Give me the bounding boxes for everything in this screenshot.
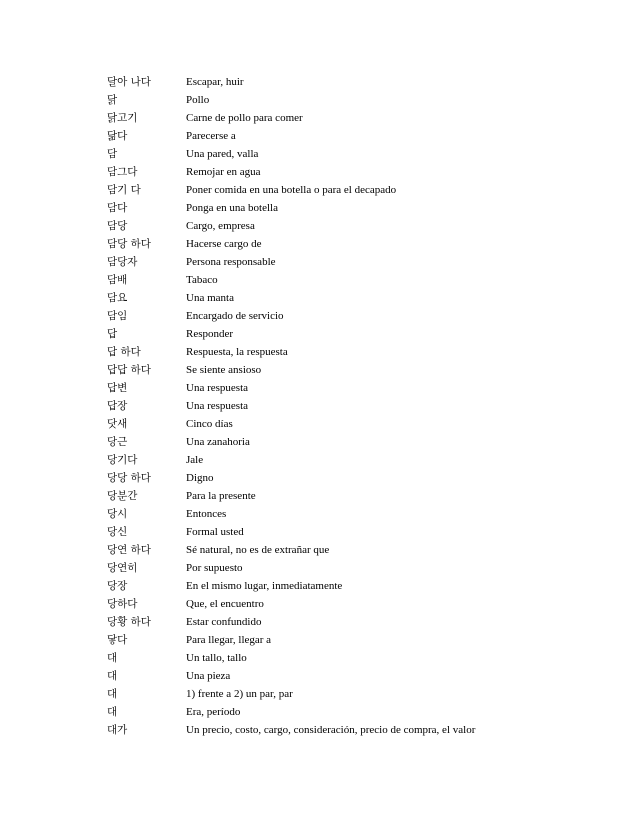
spanish-meaning: Sé natural, no es de extrañar que [186,544,330,556]
spanish-meaning: Encargado de servicio [186,310,284,322]
korean-term: 당기다 [107,454,138,466]
spanish-meaning: Una respuesta [186,400,249,412]
korean-term: 닷새 [107,418,128,430]
glossary-row [107,703,527,721]
spanish-meaning: Hacerse cargo de [186,238,262,250]
korean-term: 답 하다 [107,346,141,358]
glossary-row [107,433,527,451]
spanish-meaning: 1) frente a 2) un par, par [186,688,293,700]
glossary-row [107,199,527,217]
spanish-meaning: En el mismo lugar, inmediatamente [186,580,343,592]
korean-term: 당분간 [107,490,138,502]
spanish-meaning: Escapar, huir [186,76,244,88]
korean-term: 당당 하다 [107,472,151,484]
korean-term: 답 [107,328,118,340]
spanish-meaning: Que, el encuentro [186,598,264,610]
spanish-meaning: Respuesta, la respuesta [186,346,288,358]
glossary-row [107,577,527,595]
korean-term: 당연히 [107,562,138,574]
spanish-meaning: Cinco días [186,418,233,430]
korean-term: 담 [107,148,118,160]
spanish-meaning: Una respuesta [186,382,249,394]
glossary-list [107,73,527,739]
spanish-meaning: Un tallo, tallo [186,652,247,664]
korean-term: 담배 [107,274,128,286]
korean-term: 당연 하다 [107,544,151,556]
glossary-row [107,649,527,667]
glossary-row [107,253,527,271]
korean-term: 담당자 [107,256,138,268]
spanish-meaning: Parecerse a [186,130,236,142]
spanish-meaning: Se siente ansioso [186,364,262,376]
spanish-meaning: Estar confundido [186,616,262,628]
glossary-row [107,721,527,739]
korean-term: 담당 하다 [107,238,151,250]
glossary-row [107,415,527,433]
glossary-row [107,307,527,325]
spanish-meaning: Era, período [186,706,241,718]
spanish-meaning: Remojar en agua [186,166,261,178]
korean-term: 담당 [107,220,128,232]
spanish-meaning: Una pared, valla [186,148,259,160]
spanish-meaning: Poner comida en una botella o para el decapado [186,184,397,196]
korean-term: 담그다 [107,166,138,178]
korean-term: 대가 [107,724,128,736]
glossary-row [107,397,527,415]
spanish-meaning: Carne de pollo para comer [186,112,303,124]
korean-term: 답답 하다 [107,364,151,376]
glossary-row [107,343,527,361]
korean-term: 닭고기 [107,112,138,124]
korean-term: 담기 다 [107,184,141,196]
korean-term: 대 [107,670,118,682]
spanish-meaning: Una zanahoria [186,436,250,448]
korean-term: 대 [107,706,118,718]
korean-term: 당하다 [107,598,138,610]
korean-term: 답변 [107,382,128,394]
glossary-row [107,127,527,145]
glossary-row [107,613,527,631]
glossary-row [107,559,527,577]
glossary-row [107,595,527,613]
spanish-meaning: Jale [186,454,204,466]
korean-term: 당신 [107,526,128,538]
korean-term: 답장 [107,400,128,412]
spanish-meaning: Una manta [186,292,234,304]
glossary-row [107,379,527,397]
korean-term: 당장 [107,580,128,592]
glossary-row [107,91,527,109]
korean-term: 대 [107,652,118,664]
glossary-row [107,469,527,487]
glossary-row [107,631,527,649]
spanish-meaning: Formal usted [186,526,244,538]
glossary-row [107,289,527,307]
korean-term: 대 [107,688,118,700]
glossary-row [107,163,527,181]
spanish-meaning: Un precio, costo, cargo, consideración, precio de compra, el valor [186,724,476,736]
korean-term: 당근 [107,436,128,448]
glossary-row [107,685,527,703]
korean-term: 당황 하다 [107,616,151,628]
spanish-meaning: Pollo [186,94,210,106]
spanish-meaning: Tabaco [186,274,218,286]
glossary-row [107,361,527,379]
spanish-meaning: Ponga en una botella [186,202,278,214]
spanish-meaning: Una pieza [186,670,231,682]
glossary-row [107,181,527,199]
korean-term: 닭 [107,94,118,106]
glossary-row [107,73,527,91]
glossary-row [107,541,527,559]
glossary-row [107,271,527,289]
korean-term: 닿다 [107,634,128,646]
glossary-row [107,667,527,685]
glossary-row [107,217,527,235]
glossary-row [107,109,527,127]
spanish-meaning: Cargo, empresa [186,220,255,232]
korean-term: 당시 [107,508,128,520]
spanish-meaning: Por supuesto [186,562,243,574]
spanish-meaning: Responder [186,328,234,340]
korean-term: 담다 [107,202,128,214]
spanish-meaning: Para llegar, llegar a [186,634,272,646]
glossary-row [107,451,527,469]
spanish-meaning: Persona responsable [186,256,276,268]
spanish-meaning: Digno [186,472,214,484]
glossary-row [107,145,527,163]
korean-term: 담요 [107,292,128,304]
glossary-row [107,487,527,505]
korean-term: 닮다 [107,130,128,142]
spanish-meaning: Para la presente [186,490,256,502]
spanish-meaning: Entonces [186,508,227,520]
glossary-row [107,523,527,541]
korean-term: 달아 나다 [107,76,151,88]
glossary-row [107,505,527,523]
glossary-row [107,325,527,343]
korean-term: 담임 [107,310,128,322]
glossary-row [107,235,527,253]
